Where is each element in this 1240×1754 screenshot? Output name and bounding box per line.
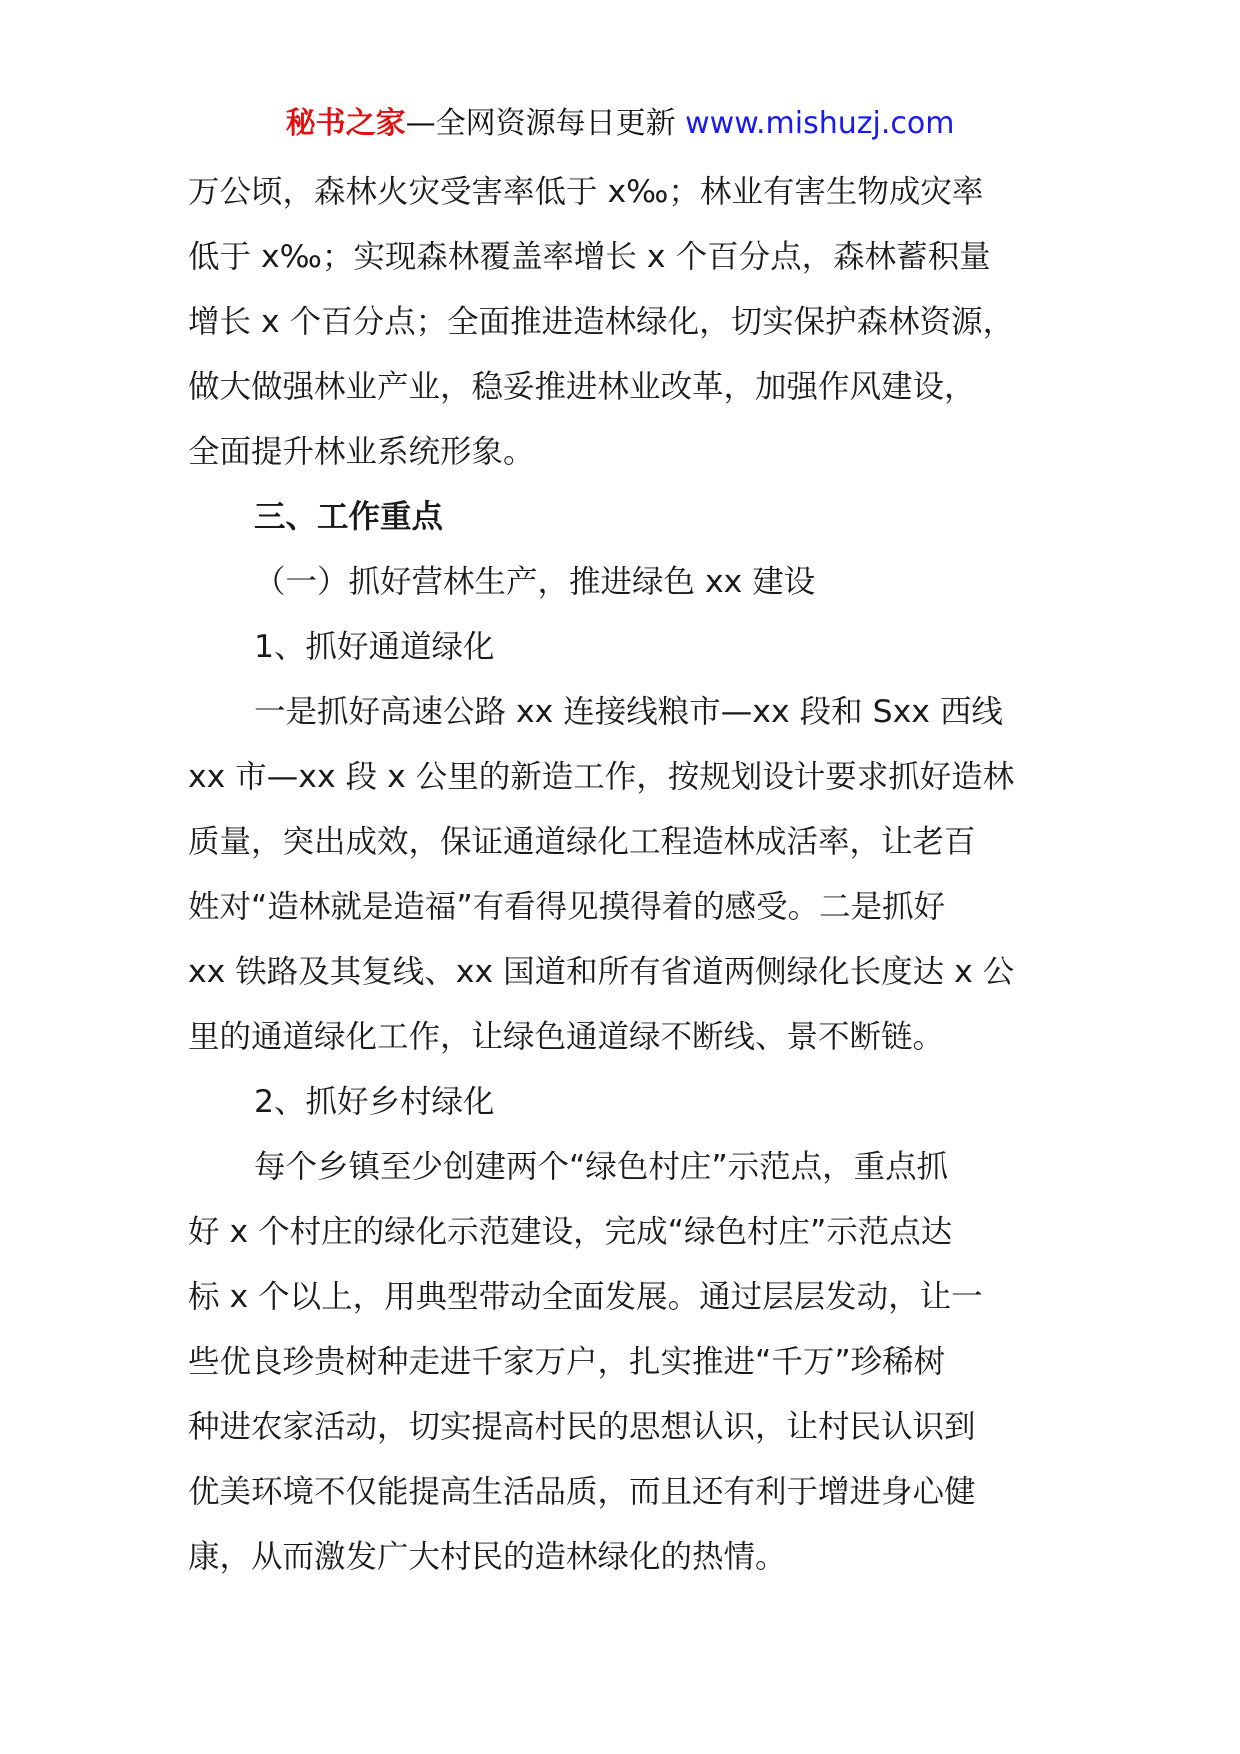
- item-heading: 1、抓好通道绿化: [254, 629, 495, 665]
- text-line: 一是抓好高速公路 xx 连接线粮市—xx 段和 Sxx 西线: [254, 694, 1003, 730]
- text-line: 种进农家活动，切实提高村民的思想认识，让村民认识到: [188, 1409, 976, 1445]
- text-line: 每个乡镇至少创建两个“绿色村庄”示范点，重点抓: [254, 1149, 949, 1185]
- text-line: 增长 x 个百分点；全面推进造林绿化，切实保护森林资源，: [188, 304, 1015, 340]
- header-url[interactable]: www.mishuzj.com: [685, 106, 955, 141]
- text-line: 些优良珍贵树种走进千家万户，扎实推进“千万”珍稀树: [188, 1344, 946, 1380]
- text-line: 全面提升林业系统形象。: [188, 434, 535, 470]
- text-line: 姓对“造林就是造福”有看得见摸得着的感受。二是抓好: [188, 889, 946, 925]
- header-slogan: —全网资源每日更新: [405, 106, 676, 141]
- text-line: 万公顷，森林火灾受害率低于 x‰；林业有害生物成灾率: [188, 174, 984, 210]
- text-line: 质量，突出成效，保证通道绿化工程造林成活率，让老百: [188, 824, 976, 860]
- text-line: 优美环境不仅能提高生活品质，而且还有利于增进身心健: [188, 1474, 976, 1510]
- text-line: 好 x 个村庄的绿化示范建设，完成“绿色村庄”示范点达: [188, 1214, 953, 1250]
- text-line: 标 x 个以上，用典型带动全面发展。通过层层发动，让一: [188, 1279, 983, 1315]
- text-line: 低于 x‰；实现森林覆盖率增长 x 个百分点，森林蓄积量: [188, 239, 991, 275]
- item-heading: 2、抓好乡村绿化: [254, 1084, 495, 1120]
- text-line: xx 市—xx 段 x 公里的新造工作，按规划设计要求抓好造林: [188, 759, 1015, 795]
- text-line: 里的通道绿化工作，让绿色通道绿不断线、景不断链。: [188, 1019, 945, 1055]
- page-header: [0, 102, 1240, 146]
- section-heading: 三、工作重点: [254, 499, 444, 535]
- document-body: [188, 160, 1088, 1590]
- subsection-heading: （一）抓好营林生产，推进绿色 xx 建设: [254, 564, 816, 600]
- brand-name: 秘书之家: [285, 106, 406, 141]
- text-line: 做大做强林业产业，稳妥推进林业改革，加强作风建设，: [188, 369, 976, 405]
- text-line: xx 铁路及其复线、xx 国道和所有省道两侧绿化长度达 x 公: [188, 954, 1015, 990]
- text-line: 康，从而激发广大村民的造林绿化的热情。: [188, 1539, 787, 1575]
